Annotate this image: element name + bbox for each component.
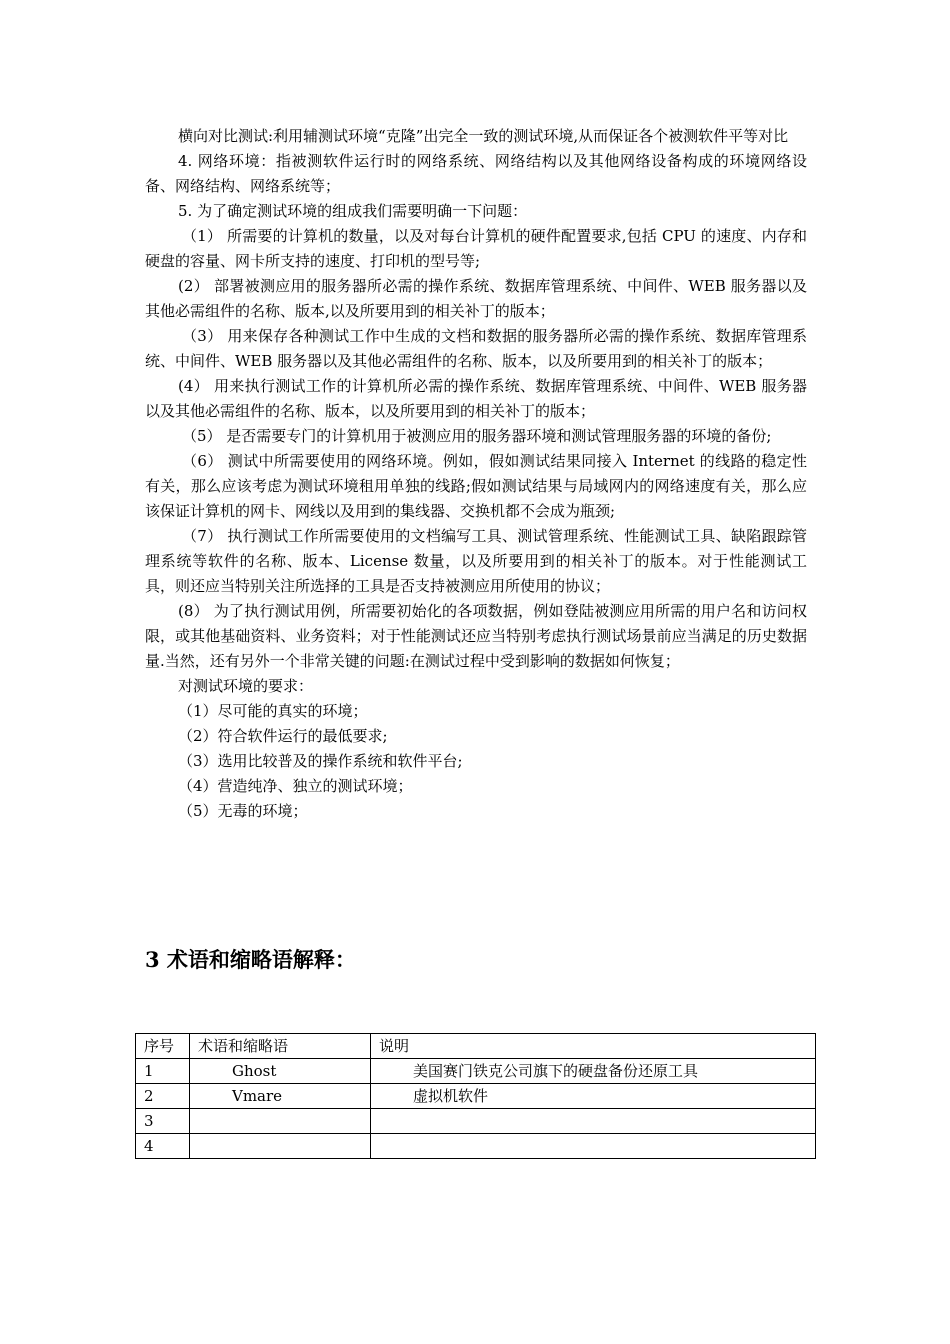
list-item-question-1: （1） 所需要的计算机的数量，以及对每台计算机的硬件配置要求,包括 CPU 的速度、内存和硬盘的容量、网卡所支持的速度、打印机的型号等; <box>145 227 807 270</box>
paragraph-network-environment: 4. 网络环境：指被测软件运行时的网络系统、网络结构以及其他网络设备构成的环境网络设备、网络结构、网络系统等； <box>145 152 807 195</box>
paragraph-requirements-intro: 对测试环境的要求： <box>178 677 314 695</box>
paragraph-environment-questions: 5. 为了确定测试环境的组成我们需要明确一下问题： <box>178 202 528 220</box>
paragraph-horizontal-comparison: 横向对比测试:利用辅测试环境“克隆”出完全一致的测试环境,从而保证各个被测软件平等对比 <box>178 127 789 145</box>
list-item-question-2: (2） 部署被测应用的服务器所必需的操作系统、数据库管理系统、中间件、WEB 服务器以及其他必需组件的名称、版本,以及所要用到的相关补丁的版本； <box>145 277 807 320</box>
cell-description: 虚拟机软件 <box>371 1084 816 1109</box>
terms-table <box>135 1033 816 1159</box>
column-header-term: 术语和缩略语 <box>190 1034 371 1059</box>
column-header-description: 说明 <box>371 1034 816 1059</box>
list-item-question-7: （7） 执行测试工作所需要使用的文档编写工具、测试管理系统、性能测试工具、缺陷跟踪管理系统等软件的名称、版本、License 数量，以及所要用到的相关补丁的版本。对于性能测试工具，则还应当特别关注所选择的工具是否支持被测应用所使用的协议； <box>145 527 807 595</box>
table-row <box>136 1109 816 1134</box>
cell-term <box>190 1109 371 1134</box>
cell-number: 1 <box>136 1059 190 1084</box>
body-text <box>145 124 807 824</box>
table-row <box>136 1134 816 1159</box>
cell-description: 美国赛门铁克公司旗下的硬盘备份还原工具 <box>371 1059 816 1084</box>
table-row <box>136 1059 816 1084</box>
list-item-question-5: （5） 是否需要专门的计算机用于被测应用的服务器环境和测试管理服务器的环境的备份; <box>182 427 772 445</box>
list-item-requirement-4: （4）营造纯净、独立的测试环境； <box>178 777 413 795</box>
column-header-number: 序号 <box>136 1034 190 1059</box>
list-item-requirement-1: （1）尽可能的真实的环境； <box>178 702 368 720</box>
cell-number: 2 <box>136 1084 190 1109</box>
cell-description <box>371 1109 816 1134</box>
cell-description <box>371 1134 816 1159</box>
table-row <box>136 1084 816 1109</box>
list-item-requirement-5: （5）无毒的环境； <box>178 802 308 820</box>
table-header-row <box>136 1034 816 1059</box>
cell-term: Vmare <box>190 1084 371 1109</box>
list-item-question-3: （3） 用来保存各种测试工作中生成的文档和数据的服务器所必需的操作系统、数据库管理系统、中间件、WEB 服务器以及其他必需组件的名称、版本，以及所要用到的相关补丁的版本； <box>145 327 807 370</box>
list-item-question-6: （6） 测试中所需要使用的网络环境。例如，假如测试结果同接入 Internet 的线路的稳定性有关，那么应该考虑为测试环境租用单独的线路;假如测试结果与局域网内的网络速度有关，那么应该保证计算机的网卡、网线以及用到的集线器、交换机都不会成为瓶颈; <box>145 452 807 520</box>
cell-number: 4 <box>136 1134 190 1159</box>
list-item-question-4: (4） 用来执行测试工作的计算机所必需的操作系统、数据库管理系统、中间件、WEB 服务器以及其他必需组件的名称、版本，以及所要用到的相关补丁的版本； <box>145 377 807 420</box>
section-heading: 3 术语和缩略语解释： <box>145 947 356 972</box>
list-item-question-8: (8） 为了执行测试用例，所需要初始化的各项数据，例如登陆被测应用所需的用户名和访问权限，或其他基础资料、业务资料；对于性能测试还应当特别考虑执行测试场景前应当满足的历史数据量.当然，还有另外一个非常关键的问题:在测试过程中受到影响的数据如何恢复； <box>145 602 807 670</box>
list-item-requirement-3: （3）选用比较普及的操作系统和软件平台; <box>178 752 463 770</box>
cell-term: Ghost <box>190 1059 371 1084</box>
list-item-requirement-2: （2）符合软件运行的最低要求; <box>178 727 388 745</box>
cell-number: 3 <box>136 1109 190 1134</box>
cell-term <box>190 1134 371 1159</box>
